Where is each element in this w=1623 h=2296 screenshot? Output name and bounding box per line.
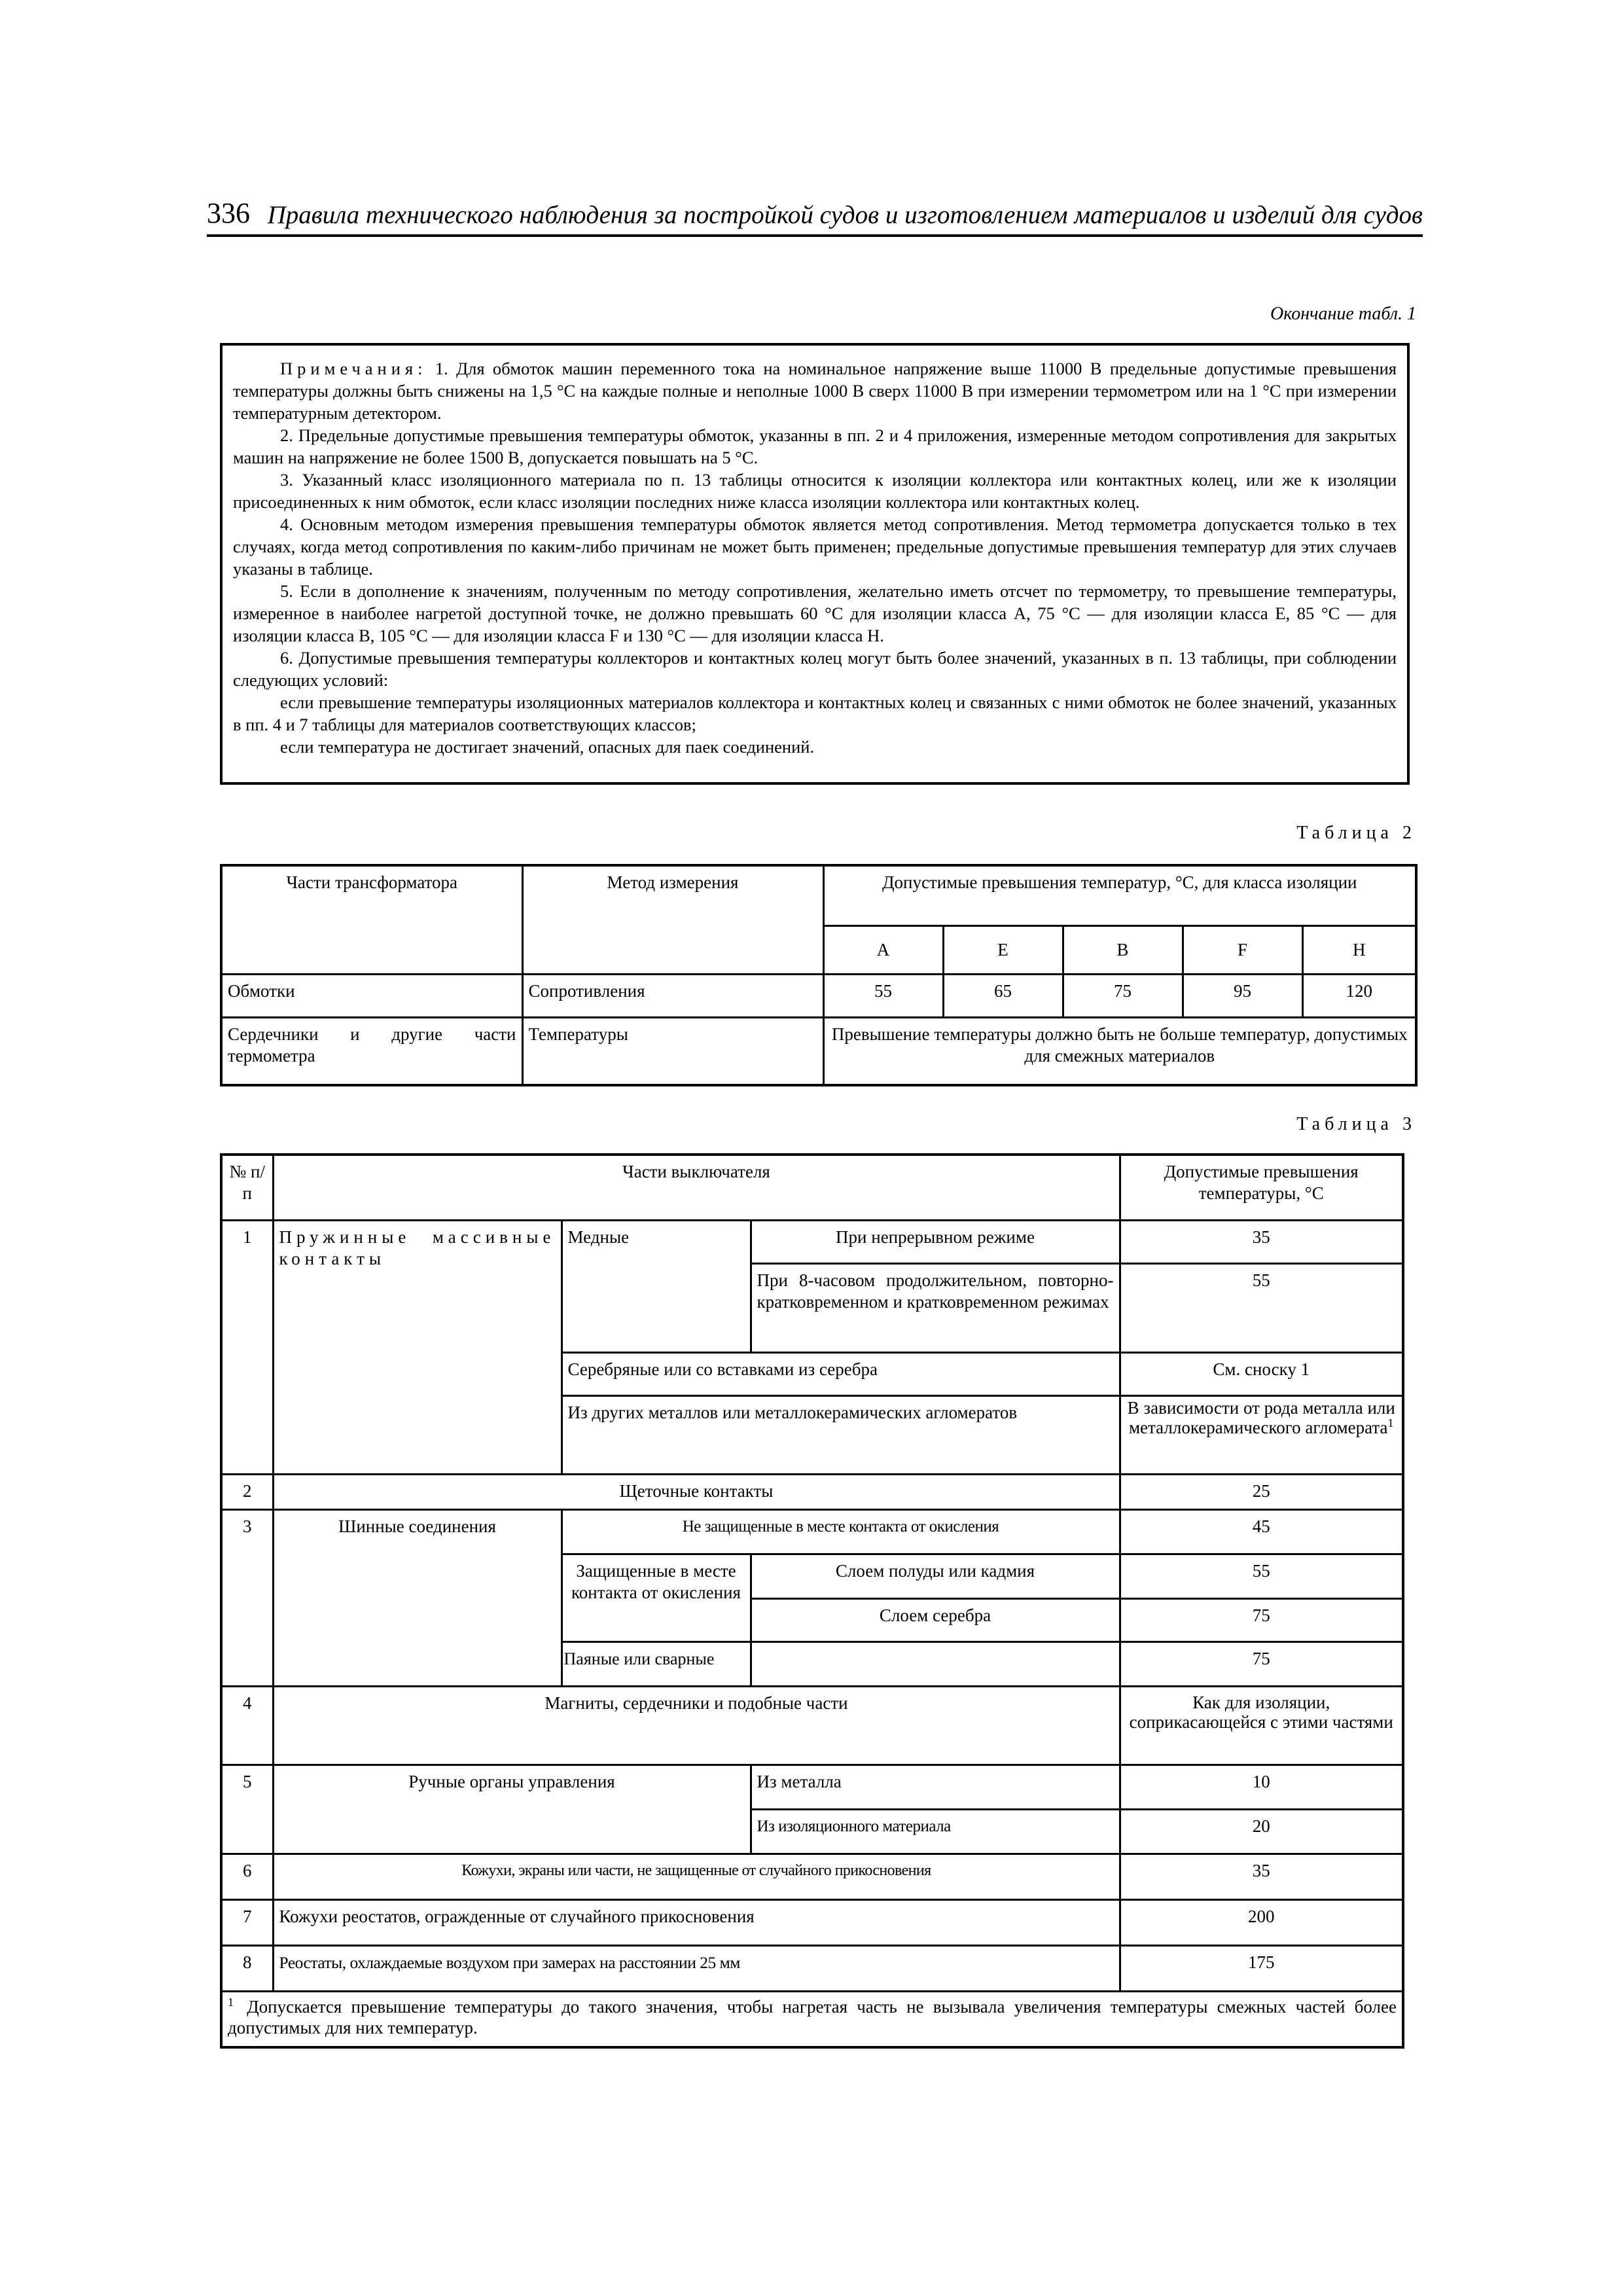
- table-row: [221, 1474, 1403, 1509]
- t3-subpart: Защищенные в месте контакта от окисления: [562, 1554, 751, 1641]
- t2-part: Обмотки: [221, 974, 522, 1017]
- t2-value: 95: [1183, 974, 1302, 1017]
- t3-value: 75: [1120, 1598, 1403, 1641]
- t3-head-parts: Части выключателя: [273, 1155, 1120, 1220]
- table-row: [221, 1854, 1403, 1899]
- t2-method: Температуры: [522, 1017, 823, 1085]
- t2-value: 55: [823, 974, 943, 1017]
- t3-part-name: Шинные соединения: [273, 1509, 562, 1686]
- t3-value: 55: [1120, 1263, 1403, 1352]
- footnote-text: Допускается превышение температуры до такого значения, чтобы нагретая часть не вызывала увеличения температуры смежных частей более допустимых для них температур.: [228, 1996, 1397, 2037]
- table-row: [221, 1017, 1416, 1085]
- table-row: [221, 1509, 1403, 1554]
- t3-value: 45: [1120, 1509, 1403, 1554]
- t2-class-a: A: [823, 925, 943, 974]
- table3: [220, 1153, 1404, 2049]
- t3-condition: Слоем серебра: [751, 1598, 1120, 1641]
- notes-box: [220, 343, 1410, 785]
- t3-num: 6: [221, 1854, 273, 1899]
- table2-caption: Таблица 2: [1296, 823, 1416, 843]
- t3-num: 1: [221, 1220, 273, 1474]
- table-row: [221, 1899, 1403, 1945]
- note-3: 3. Указанный класс изоляционного материала по п. 13 таблицы относится к изоляции коллектора или контактных колец, или же к изоляции присоединенных к ним обмоток, если класс изоляции последних ниже класса изоляции коллектора или контактных колец.: [233, 470, 1397, 512]
- note-4: 4. Основным методом измерения превышения температуры обмоток является метод сопротивления. Метод термометра допускается только в тех случаях, когда метод сопротивления по каким-либо причинам не может быть применен; предельные допустимые превышения температур для этих случаев указаны в таблице.: [233, 514, 1397, 579]
- t3-condition: Слоем полуды или кадмия: [751, 1554, 1120, 1598]
- t3-num: 7: [221, 1899, 273, 1945]
- t3-value: 20: [1120, 1809, 1403, 1854]
- t3-value: См. сноску 1: [1120, 1352, 1403, 1395]
- t3-subpart: Медные: [562, 1220, 751, 1352]
- t3-condition: При непрерывном режиме: [751, 1220, 1120, 1263]
- t3-value: Как для изоляции, соприкасающейся с этими частями: [1120, 1686, 1403, 1765]
- note-6: 6. Допустимые превышения температуры коллекторов и контактных колец могут быть более значений, указанных в п. 13 таблицы, при соблюдении следующих условий:: [233, 648, 1397, 690]
- t3-value: 200: [1120, 1899, 1403, 1945]
- note-6-condition-1: если превышение температуры изоляционных материалов коллектора и контактных колец и связанных с ними обмоток не более значений, указанных в пп. 4 и 7 таблицы для материалов соответствующих классов;: [233, 692, 1397, 734]
- footnote-mark: 1: [228, 1995, 234, 2009]
- table1-end-caption: Окончание табл. 1: [1270, 304, 1416, 324]
- table-row: [221, 974, 1416, 1017]
- notes-label: Примечания:: [280, 359, 427, 378]
- page-number: 336: [207, 197, 250, 229]
- t2-value: 75: [1063, 974, 1183, 1017]
- t2-class-b: B: [1063, 925, 1183, 974]
- t2-class-h: H: [1302, 925, 1416, 974]
- t3-value: 35: [1120, 1854, 1403, 1899]
- t3-part-name: Магниты, сердечники и подобные части: [273, 1686, 1120, 1765]
- note-2: 2. Предельные допустимые превышения температуры обмоток, указанны в пп. 2 и 4 приложения, измеренные методом сопротивления для закрытых машин на напряжение не более 1500 В, допускается повышать на 5 °С.: [233, 425, 1397, 467]
- t3-subpart: Не защищенные в месте контакта от окисления: [562, 1509, 1120, 1554]
- t3-subpart: Серебряные или со вставками из серебра: [562, 1352, 1120, 1395]
- t3-value: 35: [1120, 1220, 1403, 1263]
- t3-condition: При 8-часовом продолжительном, повторно-кратковременном и кратковременном режимах: [751, 1263, 1120, 1352]
- t3-part-name: Щеточные контакты: [273, 1474, 1120, 1509]
- t3-condition: Из металла: [751, 1765, 1120, 1809]
- t3-value: 175: [1120, 1945, 1403, 1991]
- t3-value: В зависимости от рода металла или металлокерамического агломерата$^1$: [1120, 1395, 1403, 1474]
- t3-footnote: [221, 1991, 1403, 2047]
- t2-method: Сопротивления: [522, 974, 823, 1017]
- t2-head-parts: Части трансформатора: [221, 865, 522, 974]
- t3-subpart: Паяные или сварные: [562, 1641, 751, 1686]
- t3-num: 4: [221, 1686, 273, 1765]
- table2: [220, 864, 1418, 1086]
- t3-condition: Из изоляционного материала: [751, 1809, 1120, 1854]
- t2-class-e: E: [943, 925, 1063, 974]
- t3-part-name: Реостаты, охлаждаемые воздухом при замерах на расстоянии 25 мм: [273, 1945, 1120, 1991]
- t3-num: 5: [221, 1765, 273, 1854]
- t3-head-num: № п/п: [221, 1155, 273, 1220]
- t3-head-allowed: Допустимые превышения температуры, °С: [1120, 1155, 1403, 1220]
- t2-value: 65: [943, 974, 1063, 1017]
- t2-head-allowed: Допустимые превышения температур, °С, для класса изоляции: [823, 865, 1416, 925]
- table-row: [221, 1945, 1403, 1991]
- t3-part-name: Кожухи, экраны или части, не защищенные от случайного прикосновения: [273, 1854, 1120, 1899]
- t2-head-method: Метод измерения: [522, 865, 823, 974]
- t2-class-f: F: [1183, 925, 1302, 974]
- t2-part: Сердечники и другие части термометра: [221, 1017, 522, 1085]
- t3-value: 10: [1120, 1765, 1403, 1809]
- t3-num: 8: [221, 1945, 273, 1991]
- table-row: [221, 1765, 1403, 1809]
- t3-value: 55: [1120, 1554, 1403, 1598]
- running-title: Правила технического наблюдения за постройкой судов и изготовлением материалов и изделий для судов: [267, 201, 1423, 229]
- table3-caption: Таблица 3: [1296, 1114, 1416, 1134]
- page-header: [207, 194, 1423, 237]
- t3-part-name: Ручные органы управления: [273, 1765, 751, 1854]
- t2-note: Превышение температуры должно быть не больше температур, допустимых для смежных материалов: [823, 1017, 1416, 1085]
- note-5: 5. Если в дополнение к значениям, полученным по методу сопротивления, желательно иметь отсчет по термометру, то превышение температуры, измеренное в наиболее нагретой доступной точке, не должно превышать 60 °С для изоляции класса А, 75 °С — для изоляции класса Е, 85 °С — для изоляции класса В, 105 °С — для изоляции класса F и 130 °С — для изоляции класса Н.: [233, 581, 1397, 645]
- t3-part-name: Пружинные массивные контакты: [273, 1220, 562, 1474]
- t3-value: 75: [1120, 1641, 1403, 1686]
- t3-num: 2: [221, 1474, 273, 1509]
- t3-condition-empty: [751, 1641, 1120, 1686]
- note-6-condition-2: если температура не достигает значений, опасных для паек соединений.: [280, 737, 815, 757]
- table-row: [221, 1220, 1403, 1263]
- t3-value: 25: [1120, 1474, 1403, 1509]
- t3-subpart: Из других металлов или металлокерамических агломератов: [562, 1395, 1120, 1474]
- note-1: Примечания: 1. Для обмоток машин переменного тока на номинальное напряжение выше 11000 В предельные допустимые превышения температуры должны быть снижены на 1,5 °С на каждые полные и неполные 1000 В сверх 11000 В при измерении термометром или на 1 °С при измерении температурным детектором.: [233, 359, 1397, 423]
- table-row: [221, 1686, 1403, 1765]
- t3-num: 3: [221, 1509, 273, 1686]
- t3-part-name: Кожухи реостатов, огражденные от случайного прикосновения: [273, 1899, 1120, 1945]
- t2-value: 120: [1302, 974, 1416, 1017]
